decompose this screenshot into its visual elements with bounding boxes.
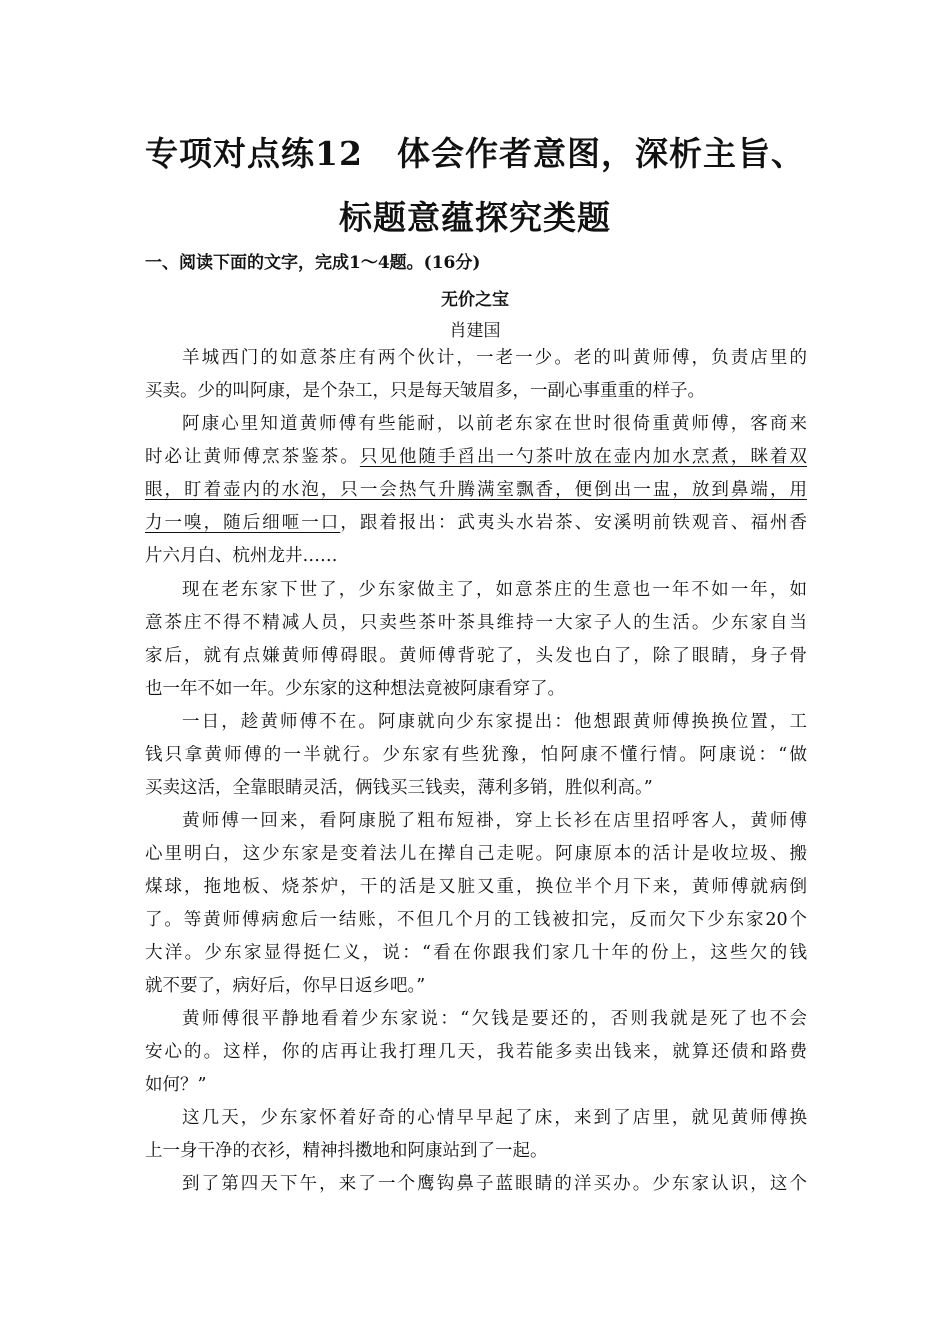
section-heading: 一、阅读下面的文字，完成1～4题。(16分): [145, 253, 481, 273]
document-title-line-2: 标题意蕴探究类题: [339, 198, 611, 237]
text-line: 意茶庄不得不精减人员，只卖些茶叶茶具维持一大家子人的生活。少东家自当: [145, 613, 807, 633]
document-title-line-1: 专项对点练12 体会作者意图，深析主旨、: [145, 134, 805, 173]
text-line: 上一身干净的衣衫，精神抖擞地和阿康站到了一起。: [145, 1141, 548, 1161]
underlined-text: 力一嗅，随后细咂一口: [145, 513, 341, 533]
text-line: 黄师傅一回来，看阿康脱了粗布短褂，穿上长衫在店里招呼客人，黄师傅: [182, 811, 807, 831]
text-line: 买卖。少的叫阿康，是个杂工，只是每天皱眉多，一副心事重重的样子。: [145, 381, 705, 401]
text-segment: ，跟着报出：武夷头水岩茶、安溪明前铁观音、福州香: [340, 513, 808, 533]
text-line: [145, 475, 807, 505]
text-line: 就不要了，病好后，你早日返乡吧。”: [145, 976, 426, 996]
text-line: [145, 442, 807, 472]
text-line: 煤球，拖地板、烧茶炉，干的活是又脏又重，换位半个月下来，黄师傅就病倒: [145, 877, 807, 897]
text-line: 片六月白、杭州龙井……: [145, 546, 338, 566]
text-line: 黄师傅很平静地看着少东家说：“欠钱是要还的，否则我就是死了也不会: [182, 1009, 807, 1029]
text-line: 买卖这活，全靠眼睛灵活，俩钱买三钱卖，薄利多销，胜似利高。”: [145, 778, 653, 798]
text-line: 家后，就有点嫌黄师傅碍眼。黄师傅背驼了，头发也白了，除了眼睛，身子骨: [145, 646, 807, 666]
text-line: 阿康心里知道黄师傅有些能耐，以前老东家在世时很倚重黄师傅，客商来: [182, 414, 807, 434]
story-author: 肖建国: [449, 321, 501, 341]
underlined-text: 眼，盯着壶内的水泡，只一会热气升腾满室飘香，便倒出一盅，放到鼻端，用: [145, 480, 807, 500]
story-title: 无价之宝: [441, 290, 509, 310]
text-line: 羊城西门的如意茶庄有两个伙计，一老一少。老的叫黄师傅，负责店里的: [182, 348, 807, 368]
text-line: 一日，趁黄师傅不在。阿康就向少东家提出：他想跟黄师傅换换位置，工: [182, 712, 807, 732]
text-line: 这几天，少东家怀着好奇的心情早早起了床，来到了店里，就见黄师傅换: [182, 1108, 807, 1128]
text-line: 心里明白，这少东家是变着法儿在撵自己走呢。阿康原本的活计是收垃圾、搬: [145, 844, 807, 864]
underlined-text: 只见他随手舀出一勺茶叶放在壶内加水烹煮，眯着双: [359, 447, 808, 467]
text-line: 钱只拿黄师傅的一半就行。少东家有些犹豫，怕阿康不懂行情。阿康说：“做: [145, 745, 807, 765]
text-line: 大洋。少东家显得挺仁义，说：“看在你跟我们家几十年的份上，这些欠的钱: [145, 943, 807, 963]
text-line: [145, 508, 807, 538]
text-segment: 时必让黄师傅烹茶鉴茶。: [145, 447, 360, 467]
text-line: 现在老东家下世了，少东家做主了，如意茶庄的生意也一年不如一年，如: [182, 580, 807, 600]
text-line: 如何？”: [145, 1075, 207, 1095]
text-line: 安心的。这样，你的店再让我打理几天，我若能多卖出钱来，就算还债和路费: [145, 1042, 807, 1062]
text-line: 了。等黄师傅病愈后一结账，不但几个月的工钱被扣完，反而欠下少东家20个: [145, 910, 807, 930]
text-line: 到了第四天下午，来了一个鹰钩鼻子蓝眼睛的洋买办。少东家认识，这个: [182, 1174, 807, 1194]
text-line: 也一年不如一年。少东家的这种想法竟被阿康看穿了。: [145, 679, 565, 699]
